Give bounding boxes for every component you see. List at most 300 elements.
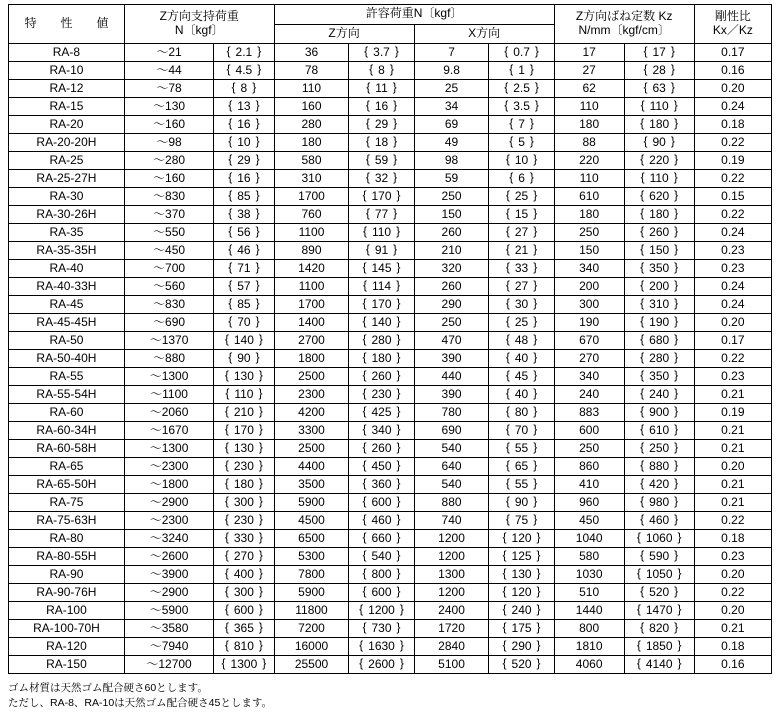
cell-z-load-kgf	[214, 584, 274, 602]
cell-x-dir-kgf-value: { 21 }	[506, 244, 537, 258]
cell-z-dir-kgf	[349, 386, 414, 404]
cell-x-dir-n: 210	[414, 242, 489, 260]
cell-z-dir-kgf	[349, 404, 414, 422]
cell-ratio: 0.19	[694, 404, 771, 422]
cell-z-dir-n: 2500	[274, 368, 349, 386]
cell-x-dir-kgf-value: { 25 }	[506, 190, 537, 204]
cell-z-dir-n: 5900	[274, 584, 349, 602]
cell-z-load-kgf-value: { 13 }	[228, 100, 259, 114]
cell-z-dir-kgf-value: { 29 }	[366, 118, 397, 132]
table-row	[9, 98, 772, 116]
cell-ratio: 0.20	[694, 566, 771, 584]
cell-z-dir-n: 2300	[274, 386, 349, 404]
cell-z-load-kgf-value: { 230 }	[225, 514, 263, 528]
cell-z-load-kgf	[214, 620, 274, 638]
cell-kz-nmm: 180	[554, 116, 624, 134]
cell-z-load-kgf	[214, 638, 274, 656]
cell-z-dir-kgf-value: { 425 }	[363, 406, 401, 420]
cell-z-dir-n: 6500	[274, 530, 349, 548]
cell-z-dir-kgf-value: { 1630 }	[359, 640, 404, 654]
cell-ratio: 0.22	[694, 170, 771, 188]
cell-z-dir-kgf-value: { 600 }	[363, 586, 401, 600]
cell-z-load-kgf	[214, 278, 274, 296]
cell-z-dir-kgf	[349, 350, 414, 368]
cell-name: RA-60-34H	[9, 422, 125, 440]
cell-x-dir-kgf-value: { 40 }	[506, 352, 537, 366]
cell-z-load-n: 〜280	[124, 152, 213, 170]
cell-x-dir-kgf	[489, 656, 554, 674]
cell-x-dir-kgf-value: { 55 }	[506, 478, 537, 492]
cell-kz-kgfcm	[624, 80, 694, 98]
note-line-2: ただし、RA-8、RA-10は天然ゴム配合硬さ45とします。	[8, 697, 273, 710]
cell-x-dir-kgf-value: { 70 }	[506, 424, 537, 438]
cell-z-load-kgf-value: { 600 }	[225, 604, 263, 618]
cell-z-load-kgf	[214, 440, 274, 458]
cell-x-dir-kgf-value: { 120 }	[503, 532, 541, 546]
header-z-direction: Z方向	[274, 24, 414, 44]
table-row	[9, 44, 772, 62]
cell-z-dir-kgf-value: { 32 }	[366, 172, 397, 186]
cell-z-dir-n: 1100	[274, 224, 349, 242]
cell-x-dir-kgf-value: { 48 }	[506, 334, 537, 348]
cell-kz-kgfcm	[624, 458, 694, 476]
cell-z-dir-n: 760	[274, 206, 349, 224]
cell-kz-kgfcm-value: { 180 }	[640, 118, 678, 132]
cell-x-dir-kgf	[489, 404, 554, 422]
cell-kz-nmm: 883	[554, 404, 624, 422]
cell-z-load-kgf	[214, 476, 274, 494]
cell-kz-nmm: 340	[554, 260, 624, 278]
cell-kz-kgfcm	[624, 494, 694, 512]
cell-x-dir-kgf-value: { 240 }	[503, 604, 541, 618]
cell-z-load-n: 〜3580	[124, 620, 213, 638]
cell-z-load-kgf	[214, 134, 274, 152]
cell-x-dir-kgf	[489, 116, 554, 134]
cell-x-dir-kgf	[489, 224, 554, 242]
cell-kz-kgfcm-value: { 240 }	[640, 388, 678, 402]
table-row	[9, 386, 772, 404]
cell-z-dir-kgf-value: { 114 }	[363, 280, 400, 294]
cell-z-load-kgf	[214, 332, 274, 350]
cell-kz-nmm: 62	[554, 80, 624, 98]
cell-kz-nmm: 150	[554, 242, 624, 260]
cell-x-dir-n: 1200	[414, 548, 489, 566]
cell-z-load-kgf-value: { 71 }	[228, 262, 259, 276]
cell-ratio: 0.22	[694, 512, 771, 530]
cell-z-dir-n: 5300	[274, 548, 349, 566]
cell-z-dir-kgf-value: { 360 }	[363, 478, 401, 492]
cell-ratio: 0.20	[694, 314, 771, 332]
cell-z-dir-n: 5900	[274, 494, 349, 512]
cell-z-load-n: 〜560	[124, 278, 213, 296]
cell-z-load-n: 〜98	[124, 134, 213, 152]
cell-z-load-n: 〜5900	[124, 602, 213, 620]
cell-kz-kgfcm	[624, 620, 694, 638]
cell-x-dir-kgf	[489, 584, 554, 602]
cell-z-load-kgf-value: { 400 }	[225, 568, 263, 582]
cell-z-load-n: 〜450	[124, 242, 213, 260]
cell-ratio: 0.21	[694, 476, 771, 494]
table-row	[9, 458, 772, 476]
table-row	[9, 278, 772, 296]
cell-z-load-kgf-value: { 270 }	[225, 550, 263, 564]
cell-z-dir-kgf	[349, 494, 414, 512]
cell-x-dir-n: 640	[414, 458, 489, 476]
cell-z-load-n: 〜830	[124, 296, 213, 314]
cell-z-load-kgf-value: { 57 }	[228, 280, 259, 294]
cell-kz-kgfcm	[624, 584, 694, 602]
cell-x-dir-kgf-value: { 80 }	[506, 406, 537, 420]
cell-kz-nmm: 1440	[554, 602, 624, 620]
cell-name: RA-10	[9, 62, 125, 80]
cell-name: RA-45	[9, 296, 125, 314]
cell-x-dir-kgf-value: { 130 }	[503, 568, 541, 582]
table-row	[9, 512, 772, 530]
table-row	[9, 548, 772, 566]
cell-x-dir-kgf	[489, 638, 554, 656]
cell-z-load-n: 〜2300	[124, 512, 213, 530]
cell-kz-kgfcm	[624, 224, 694, 242]
cell-kz-kgfcm-value: { 1470 }	[637, 604, 682, 618]
cell-x-dir-n: 260	[414, 278, 489, 296]
cell-z-load-kgf-value: { 8 }	[232, 82, 257, 96]
cell-z-load-n: 〜2900	[124, 584, 213, 602]
cell-kz-kgfcm	[624, 314, 694, 332]
cell-x-dir-kgf	[489, 494, 554, 512]
cell-x-dir-kgf-value: { 27 }	[506, 226, 537, 240]
cell-kz-kgfcm-value: { 460 }	[640, 514, 678, 528]
table-row	[9, 314, 772, 332]
cell-z-load-n: 〜2600	[124, 548, 213, 566]
cell-kz-nmm: 250	[554, 440, 624, 458]
cell-ratio: 0.17	[694, 44, 771, 62]
cell-z-dir-n: 1700	[274, 188, 349, 206]
cell-z-dir-kgf	[349, 422, 414, 440]
cell-kz-kgfcm-value: { 900 }	[640, 406, 678, 420]
cell-x-dir-n: 5100	[414, 656, 489, 674]
cell-z-dir-kgf-value: { 230 }	[363, 388, 401, 402]
cell-z-dir-n: 4400	[274, 458, 349, 476]
cell-kz-kgfcm	[624, 530, 694, 548]
cell-kz-kgfcm-value: { 280 }	[640, 352, 678, 366]
cell-name: RA-65	[9, 458, 125, 476]
note-line-1: ゴム材質は天然ゴム配合硬さ60とします。	[8, 682, 208, 694]
cell-z-load-kgf	[214, 314, 274, 332]
cell-z-dir-kgf	[349, 296, 414, 314]
cell-z-load-kgf	[214, 80, 274, 98]
cell-kz-kgfcm	[624, 566, 694, 584]
cell-ratio: 0.20	[694, 602, 771, 620]
cell-kz-nmm: 510	[554, 584, 624, 602]
cell-kz-kgfcm	[624, 602, 694, 620]
cell-z-load-kgf	[214, 656, 274, 674]
cell-kz-kgfcm-value: { 420 }	[640, 478, 678, 492]
cell-z-load-kgf	[214, 422, 274, 440]
table-body	[9, 44, 772, 674]
cell-name: RA-120	[9, 638, 125, 656]
cell-z-load-n: 〜830	[124, 188, 213, 206]
table-row	[9, 188, 772, 206]
cell-z-dir-kgf	[349, 134, 414, 152]
cell-x-dir-kgf-value: { 3.5 }	[504, 100, 539, 114]
cell-kz-kgfcm	[624, 422, 694, 440]
cell-z-load-kgf	[214, 404, 274, 422]
cell-x-dir-kgf-value: { 1 }	[509, 64, 534, 78]
cell-z-dir-kgf	[349, 314, 414, 332]
cell-z-dir-kgf-value: { 260 }	[363, 370, 401, 384]
cell-name: RA-25	[9, 152, 125, 170]
cell-z-load-kgf	[214, 206, 274, 224]
cell-kz-kgfcm	[624, 278, 694, 296]
cell-ratio: 0.22	[694, 350, 771, 368]
cell-z-dir-kgf-value: { 11 }	[366, 82, 396, 96]
cell-z-load-kgf-value: { 365 }	[225, 622, 263, 636]
cell-z-dir-kgf-value: { 18 }	[366, 136, 397, 150]
cell-kz-kgfcm	[624, 242, 694, 260]
cell-x-dir-kgf	[489, 350, 554, 368]
cell-x-dir-n: 150	[414, 206, 489, 224]
specification-table	[8, 4, 772, 674]
cell-z-dir-kgf	[349, 170, 414, 188]
cell-ratio: 0.18	[694, 530, 771, 548]
cell-z-load-kgf-value: { 110 }	[225, 388, 262, 402]
cell-kz-kgfcm-value: { 520 }	[640, 586, 678, 600]
header-stiffness-ratio: 剛性比 Kx／Kz	[694, 5, 771, 44]
cell-z-load-n: 〜880	[124, 350, 213, 368]
cell-kz-kgfcm-value: { 28 }	[643, 64, 674, 78]
cell-z-dir-kgf-value: { 8 }	[369, 64, 394, 78]
cell-ratio: 0.23	[694, 368, 771, 386]
cell-x-dir-kgf-value: { 25 }	[506, 316, 537, 330]
cell-z-dir-kgf	[349, 260, 414, 278]
cell-x-dir-n: 690	[414, 422, 489, 440]
cell-z-load-n: 〜1300	[124, 440, 213, 458]
cell-name: RA-40	[9, 260, 125, 278]
cell-name: RA-100-70H	[9, 620, 125, 638]
cell-z-dir-kgf	[349, 440, 414, 458]
cell-kz-kgfcm-value: { 17 }	[643, 46, 674, 60]
cell-x-dir-n: 49	[414, 134, 489, 152]
cell-z-load-n: 〜12700	[124, 656, 213, 674]
cell-kz-kgfcm	[624, 206, 694, 224]
cell-z-dir-n: 1700	[274, 296, 349, 314]
cell-x-dir-kgf-value: { 27 }	[506, 280, 537, 294]
cell-x-dir-n: 540	[414, 440, 489, 458]
cell-name: RA-75	[9, 494, 125, 512]
cell-z-dir-kgf-value: { 59 }	[366, 154, 397, 168]
cell-z-dir-n: 280	[274, 116, 349, 134]
cell-kz-kgfcm	[624, 386, 694, 404]
cell-z-dir-kgf	[349, 548, 414, 566]
cell-kz-nmm: 200	[554, 278, 624, 296]
cell-z-load-kgf-value: { 300 }	[225, 586, 263, 600]
cell-kz-kgfcm	[624, 350, 694, 368]
cell-name: RA-50-40H	[9, 350, 125, 368]
cell-x-dir-n: 250	[414, 314, 489, 332]
cell-z-dir-n: 890	[274, 242, 349, 260]
cell-kz-kgfcm-value: { 350 }	[640, 262, 678, 276]
cell-x-dir-kgf-value: { 175 }	[503, 622, 541, 636]
cell-x-dir-kgf	[489, 278, 554, 296]
cell-x-dir-n: 470	[414, 332, 489, 350]
cell-z-load-n: 〜370	[124, 206, 213, 224]
cell-z-load-kgf-value: { 85 }	[228, 298, 259, 312]
cell-z-dir-n: 4500	[274, 512, 349, 530]
cell-name: RA-60-58H	[9, 440, 125, 458]
cell-z-dir-kgf-value: { 180 }	[363, 352, 401, 366]
cell-kz-kgfcm-value: { 1060 }	[637, 532, 682, 546]
cell-z-load-n: 〜1370	[124, 332, 213, 350]
cell-kz-kgfcm	[624, 512, 694, 530]
cell-z-dir-kgf	[349, 152, 414, 170]
cell-name: RA-25-27H	[9, 170, 125, 188]
cell-x-dir-kgf-value: { 290 }	[503, 640, 541, 654]
cell-z-dir-kgf-value: { 800 }	[363, 568, 401, 582]
cell-z-dir-n: 2700	[274, 332, 349, 350]
cell-x-dir-kgf	[489, 98, 554, 116]
cell-x-dir-kgf-value: { 30 }	[506, 298, 537, 312]
table-row	[9, 350, 772, 368]
cell-kz-nmm: 670	[554, 332, 624, 350]
cell-kz-kgfcm-value: { 180 }	[640, 208, 678, 222]
table-row	[9, 170, 772, 188]
cell-kz-nmm: 610	[554, 188, 624, 206]
cell-ratio: 0.21	[694, 620, 771, 638]
cell-z-load-kgf	[214, 386, 274, 404]
table-row	[9, 602, 772, 620]
cell-z-load-kgf	[214, 98, 274, 116]
cell-x-dir-kgf-value: { 15 }	[506, 208, 537, 222]
cell-kz-kgfcm	[624, 98, 694, 116]
cell-z-load-n: 〜7940	[124, 638, 213, 656]
cell-kz-kgfcm	[624, 296, 694, 314]
cell-x-dir-n: 1200	[414, 530, 489, 548]
cell-name: RA-45-45H	[9, 314, 125, 332]
cell-z-dir-kgf	[349, 656, 414, 674]
cell-z-load-n: 〜1300	[124, 368, 213, 386]
table-row	[9, 422, 772, 440]
cell-ratio: 0.22	[694, 134, 771, 152]
cell-name: RA-20	[9, 116, 125, 134]
cell-x-dir-kgf	[489, 242, 554, 260]
cell-kz-nmm: 410	[554, 476, 624, 494]
cell-kz-kgfcm	[624, 44, 694, 62]
cell-x-dir-kgf-value: { 40 }	[506, 388, 537, 402]
cell-z-dir-kgf	[349, 80, 414, 98]
cell-x-dir-n: 59	[414, 170, 489, 188]
cell-kz-kgfcm-value: { 4140 }	[637, 658, 682, 672]
cell-x-dir-n: 1300	[414, 566, 489, 584]
cell-kz-nmm: 250	[554, 224, 624, 242]
cell-x-dir-n: 9.8	[414, 62, 489, 80]
cell-z-load-n: 〜550	[124, 224, 213, 242]
cell-x-dir-kgf	[489, 260, 554, 278]
cell-z-dir-kgf	[349, 602, 414, 620]
cell-z-dir-kgf-value: { 730 }	[363, 622, 401, 636]
table-row	[9, 368, 772, 386]
cell-x-dir-kgf-value: { 6 }	[509, 172, 534, 186]
table-row	[9, 332, 772, 350]
header-x-direction: X方向	[414, 24, 554, 44]
cell-z-dir-kgf-value: { 16 }	[366, 100, 397, 114]
cell-x-dir-kgf	[489, 296, 554, 314]
table-row	[9, 476, 772, 494]
cell-z-load-kgf	[214, 188, 274, 206]
cell-ratio: 0.18	[694, 638, 771, 656]
cell-z-load-n: 〜1100	[124, 386, 213, 404]
cell-x-dir-kgf	[489, 620, 554, 638]
cell-z-load-kgf-value: { 85 }	[228, 190, 259, 204]
cell-kz-kgfcm	[624, 404, 694, 422]
cell-x-dir-kgf-value: { 33 }	[506, 262, 537, 276]
table-row	[9, 404, 772, 422]
cell-kz-nmm: 190	[554, 314, 624, 332]
cell-name: RA-80-55H	[9, 548, 125, 566]
cell-kz-nmm: 270	[554, 350, 624, 368]
cell-z-dir-n: 1800	[274, 350, 349, 368]
cell-z-load-kgf-value: { 130 }	[225, 442, 263, 456]
cell-x-dir-kgf-value: { 45 }	[506, 370, 537, 384]
cell-z-dir-kgf-value: { 145 }	[363, 262, 401, 276]
cell-z-load-kgf	[214, 116, 274, 134]
cell-name: RA-30-26H	[9, 206, 125, 224]
cell-z-dir-kgf-value: { 2600 }	[359, 658, 404, 672]
cell-x-dir-kgf	[489, 314, 554, 332]
cell-name: RA-12	[9, 80, 125, 98]
cell-kz-kgfcm	[624, 152, 694, 170]
cell-name: RA-30	[9, 188, 125, 206]
cell-z-load-n: 〜700	[124, 260, 213, 278]
cell-x-dir-kgf-value: { 90 }	[506, 496, 537, 510]
cell-kz-nmm: 180	[554, 206, 624, 224]
cell-z-load-kgf-value: { 300 }	[225, 496, 263, 510]
cell-kz-kgfcm	[624, 368, 694, 386]
cell-x-dir-kgf	[489, 458, 554, 476]
cell-ratio: 0.18	[694, 116, 771, 134]
cell-kz-nmm: 17	[554, 44, 624, 62]
cell-kz-nmm: 1040	[554, 530, 624, 548]
cell-kz-kgfcm	[624, 440, 694, 458]
cell-z-load-kgf	[214, 566, 274, 584]
cell-ratio: 0.21	[694, 386, 771, 404]
cell-x-dir-kgf	[489, 170, 554, 188]
cell-z-load-n: 〜690	[124, 314, 213, 332]
cell-z-load-kgf-value: { 230 }	[225, 460, 263, 474]
table-row	[9, 530, 772, 548]
cell-z-load-kgf	[214, 548, 274, 566]
cell-z-dir-n: 3300	[274, 422, 349, 440]
cell-kz-nmm: 450	[554, 512, 624, 530]
cell-x-dir-kgf-value: { 520 }	[503, 658, 541, 672]
table-row	[9, 638, 772, 656]
cell-z-dir-kgf-value: { 110 }	[363, 226, 400, 240]
cell-x-dir-kgf	[489, 530, 554, 548]
cell-x-dir-n: 260	[414, 224, 489, 242]
cell-z-load-n: 〜130	[124, 98, 213, 116]
cell-x-dir-kgf	[489, 188, 554, 206]
cell-z-dir-kgf-value: { 3.7 }	[364, 46, 399, 60]
cell-z-load-kgf-value: { 1300 }	[222, 658, 267, 672]
cell-name: RA-35-35H	[9, 242, 125, 260]
cell-z-dir-kgf	[349, 44, 414, 62]
cell-z-dir-kgf-value: { 91 }	[366, 244, 397, 258]
cell-kz-kgfcm	[624, 476, 694, 494]
cell-z-load-kgf	[214, 368, 274, 386]
cell-z-dir-kgf	[349, 278, 414, 296]
cell-z-load-kgf-value: { 180 }	[225, 478, 263, 492]
cell-kz-nmm: 110	[554, 98, 624, 116]
cell-z-load-n: 〜21	[124, 44, 213, 62]
